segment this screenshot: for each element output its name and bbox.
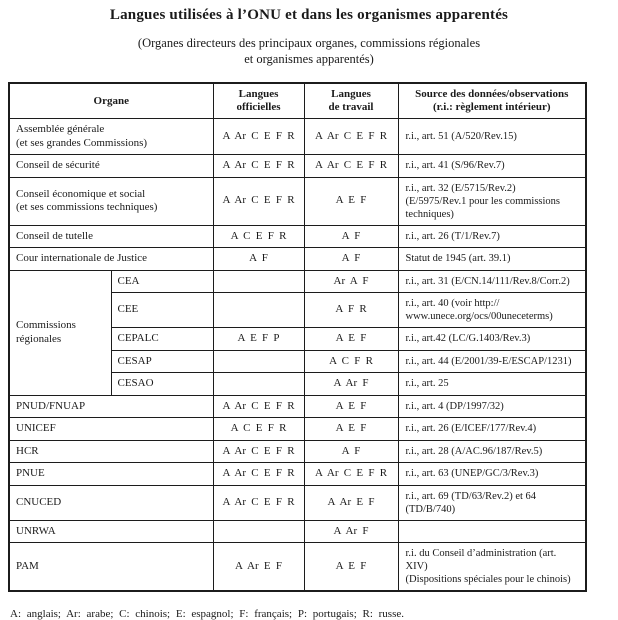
working-languages-cell: A Ar E F [304, 485, 398, 520]
table-row [9, 155, 586, 178]
group-label-cell: Commissions régionales [9, 270, 111, 395]
source-cell [398, 520, 586, 543]
table-row [9, 270, 586, 293]
working-languages-cell: A F [304, 440, 398, 463]
official-languages-cell: A Ar C E F R [213, 155, 304, 178]
official-languages-cell [213, 350, 304, 373]
official-languages-cell: A Ar C E F R [213, 177, 304, 225]
source-cell: r.i., art. 41 (S/96/Rev.7) [398, 155, 586, 178]
organe-cell: PAM [9, 543, 213, 592]
source-cell: r.i. du Conseil d’administration (art. XIV) (Dispositions spéciales pour le chinois) [398, 543, 586, 592]
working-languages-cell: A Ar C E F R [304, 119, 398, 155]
working-languages-cell: A F [304, 248, 398, 271]
source-cell: r.i., art. 32 (E/5715/Rev.2) (E/5975/Rev.1 pour les commissions techniques) [398, 177, 586, 225]
document-subtitle [0, 35, 618, 67]
source-cell: r.i., art.42 (LC/G.1403/Rev.3) [398, 328, 586, 351]
column-header-official-languages: Langues officielles [213, 83, 304, 119]
legend-note: A: anglais; Ar: arabe; C: chinois; E: espagnol; F: français; P: portugais; R: russe. [10, 608, 405, 620]
source-cell: r.i., art. 31 (E/CN.14/111/Rev.8/Corr.2) [398, 270, 586, 293]
official-languages-cell: A Ar C E F R [213, 485, 304, 520]
organe-cell: Conseil de tutelle [9, 225, 213, 248]
working-languages-cell: Ar A F [304, 270, 398, 293]
source-cell: r.i., art. 44 (E/2001/39-E/ESCAP/1231) [398, 350, 586, 373]
working-languages-cell: A F R [304, 293, 398, 328]
column-header-working-languages: Langues de travail [304, 83, 398, 119]
working-languages-cell: A Ar F [304, 520, 398, 543]
table-row [9, 440, 586, 463]
table-row [9, 418, 586, 441]
source-cell: r.i., art. 28 (A/AC.96/187/Rev.5) [398, 440, 586, 463]
column-header-source: Source des données/observations (r.i.: règlement intérieur) [398, 83, 586, 119]
official-languages-cell: A C E F R [213, 225, 304, 248]
source-cell: r.i., art. 63 (UNEP/GC/3/Rev.3) [398, 463, 586, 486]
sub-organe-cell: CESAP [111, 350, 213, 373]
working-languages-cell: A Ar F [304, 373, 398, 396]
working-languages-cell: A E F [304, 177, 398, 225]
organe-cell: Cour internationale de Justice [9, 248, 213, 271]
working-languages-cell: A Ar C E F R [304, 463, 398, 486]
organe-cell: PNUD/FNUAP [9, 395, 213, 418]
official-languages-cell [213, 373, 304, 396]
table-body [9, 119, 586, 592]
organe-cell: Conseil de sécurité [9, 155, 213, 178]
sub-organe-cell: CEA [111, 270, 213, 293]
organe-cell: UNRWA [9, 520, 213, 543]
table-row [9, 463, 586, 486]
source-cell: r.i., art. 26 (T/1/Rev.7) [398, 225, 586, 248]
official-languages-cell [213, 270, 304, 293]
working-languages-cell: A E F [304, 418, 398, 441]
organe-cell: Assemblée générale (et ses grandes Commissions) [9, 119, 213, 155]
official-languages-cell: A Ar C E F R [213, 119, 304, 155]
working-languages-cell: A F [304, 225, 398, 248]
working-languages-cell: A E F [304, 328, 398, 351]
official-languages-cell [213, 293, 304, 328]
working-languages-cell: A E F [304, 543, 398, 592]
source-cell: r.i., art. 51 (A/520/Rev.15) [398, 119, 586, 155]
table-row [9, 395, 586, 418]
document-title: Langues utilisées à l’ONU et dans les organismes apparentés [109, 7, 509, 23]
official-languages-cell: A C E F R [213, 418, 304, 441]
official-languages-cell: A Ar E F [213, 543, 304, 592]
document-subtitle-line2: et organismes apparentés) [244, 52, 374, 66]
official-languages-cell: A Ar C E F R [213, 440, 304, 463]
official-languages-cell: A Ar C E F R [213, 463, 304, 486]
sub-organe-cell: CESAO [111, 373, 213, 396]
table-row [9, 225, 586, 248]
table-row [9, 248, 586, 271]
languages-table [8, 82, 587, 592]
official-languages-cell: A E F P [213, 328, 304, 351]
source-cell: r.i., art. 25 [398, 373, 586, 396]
source-cell: r.i., art. 4 (DP/1997/32) [398, 395, 586, 418]
sub-organe-cell: CEPALC [111, 328, 213, 351]
organe-cell: Conseil économique et social (et ses commissions techniques) [9, 177, 213, 225]
source-cell: r.i., art. 69 (TD/63/Rev.2) et 64 (TD/B/740) [398, 485, 586, 520]
organe-cell: PNUE [9, 463, 213, 486]
official-languages-cell: A Ar C E F R [213, 395, 304, 418]
source-cell: r.i., art. 26 (E/ICEF/177/Rev.4) [398, 418, 586, 441]
sub-organe-cell: CEE [111, 293, 213, 328]
document-subtitle-line1: (Organes directeurs des principaux organes, commissions régionales [137, 36, 481, 50]
organe-cell: CNUCED [9, 485, 213, 520]
table-header [9, 83, 586, 119]
organe-cell: HCR [9, 440, 213, 463]
table-row [9, 119, 586, 155]
source-cell: Statut de 1945 (art. 39.1) [398, 248, 586, 271]
table-row [9, 543, 586, 592]
working-languages-cell: A E F [304, 395, 398, 418]
table-row [9, 177, 586, 225]
table-row [9, 520, 586, 543]
table-row [9, 485, 586, 520]
table-header-row [9, 83, 586, 119]
official-languages-cell [213, 520, 304, 543]
working-languages-cell: A C F R [304, 350, 398, 373]
column-header-organe: Organe [9, 83, 213, 119]
working-languages-cell: A Ar C E F R [304, 155, 398, 178]
organe-cell: UNICEF [9, 418, 213, 441]
official-languages-cell: A F [213, 248, 304, 271]
source-cell: r.i., art. 40 (voir http:// www.unece.org/ocs/00uneceterms) [398, 293, 586, 328]
